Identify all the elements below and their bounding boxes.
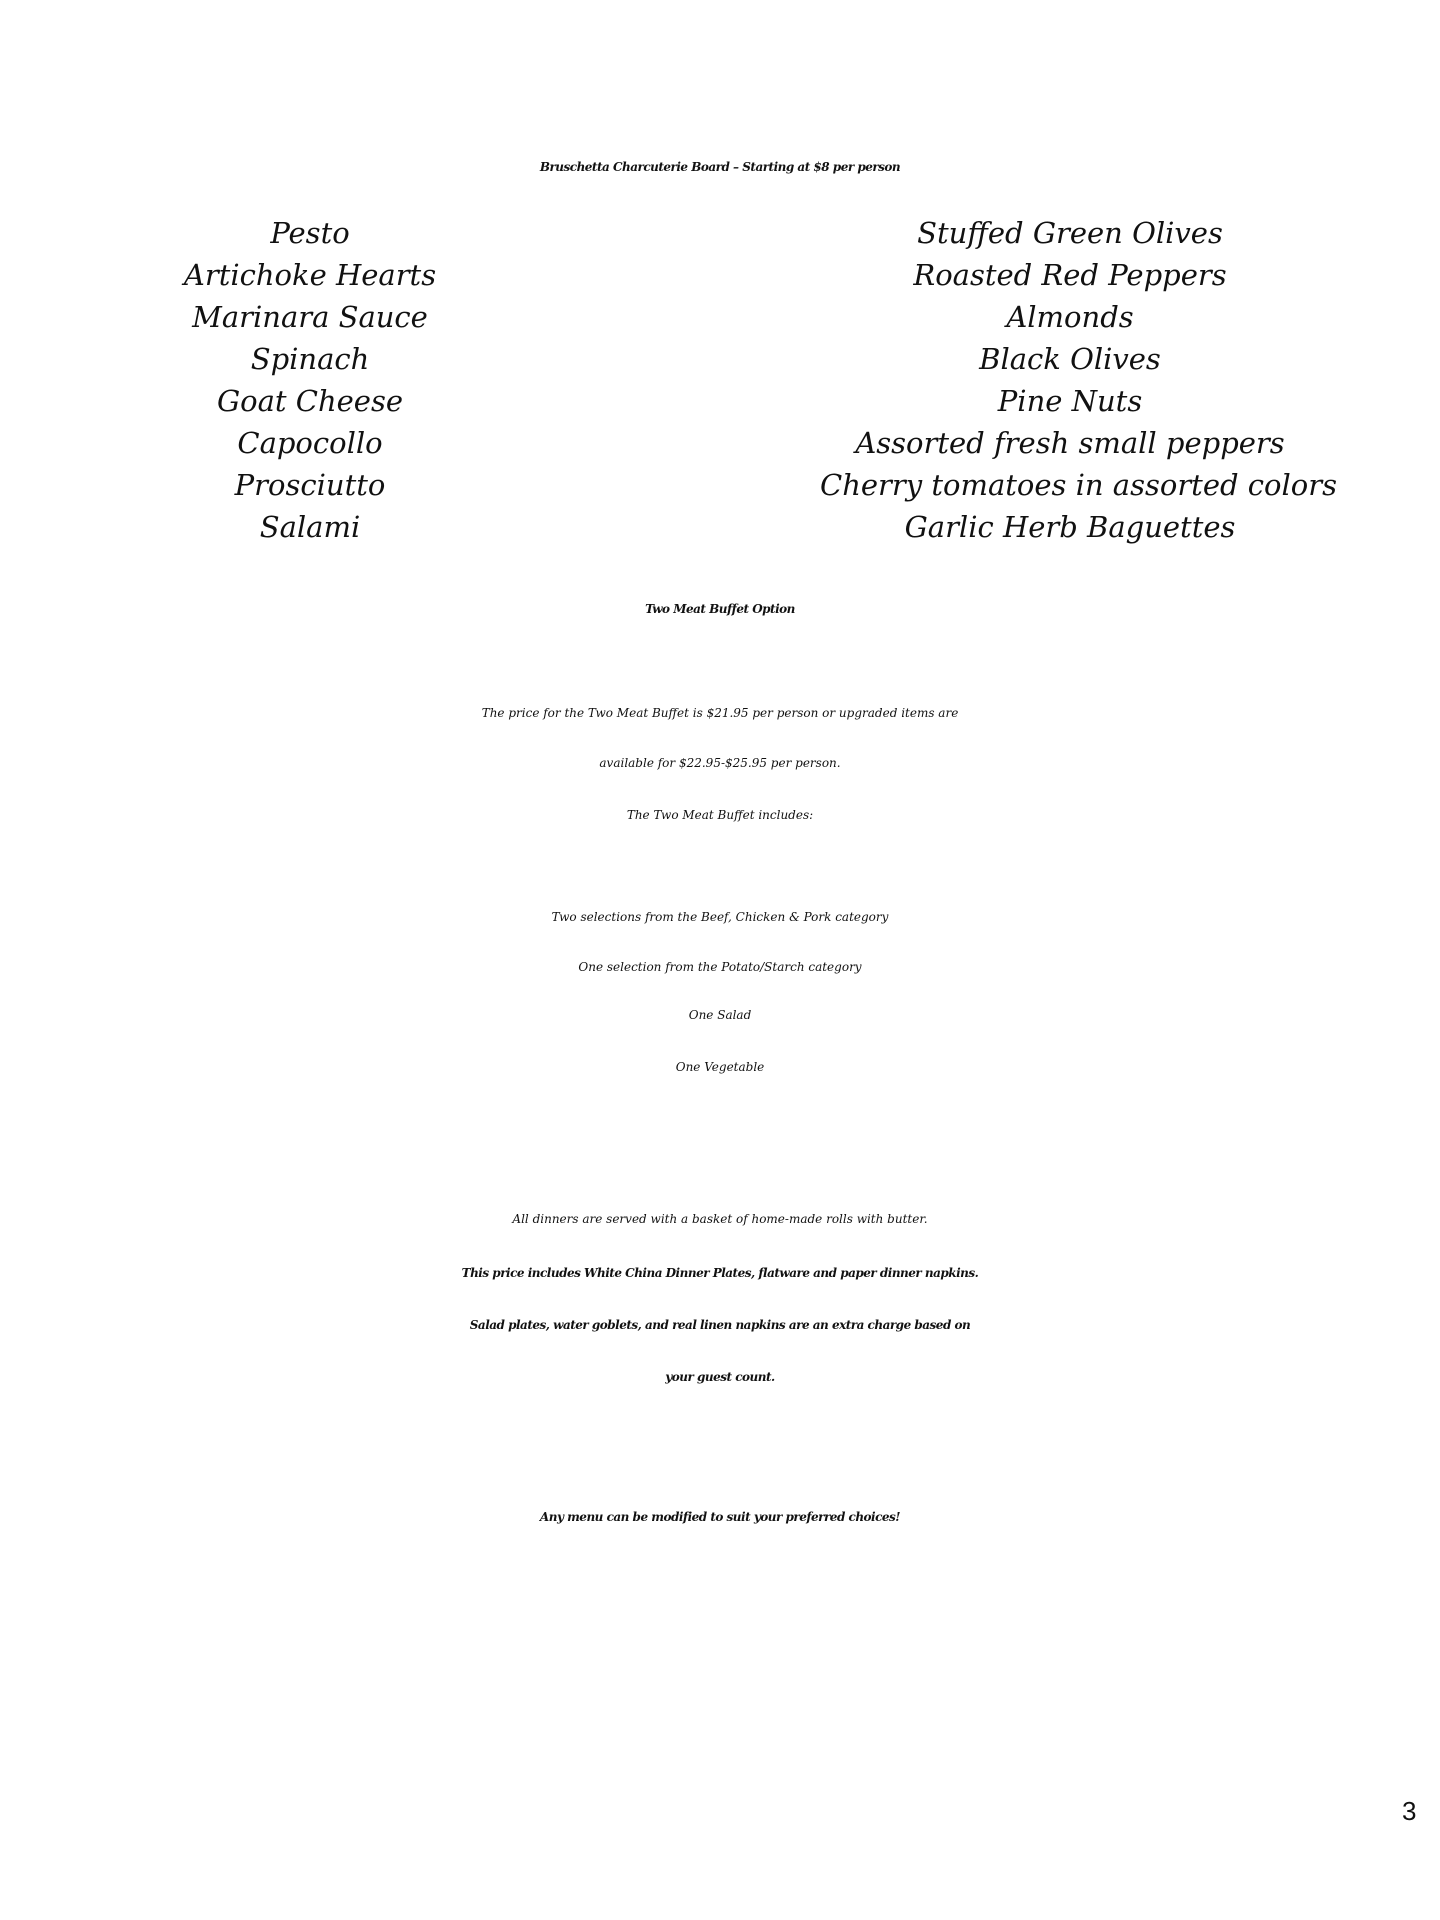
- list-item: Capocollo: [237, 426, 383, 460]
- two-meat-heading: Two Meat Buffet Option: [645, 602, 795, 616]
- list-item: Assorted fresh small peppers: [855, 426, 1285, 460]
- list-item: Almonds: [1006, 300, 1134, 334]
- selection-line: Two selections from the Beef, Chicken & Pork category: [551, 910, 889, 924]
- extra-charge-note-end: your guest count.: [665, 1370, 775, 1384]
- selection-line: One selection from the Potato/Starch category: [578, 960, 862, 974]
- bruschetta-right-list: [820, 212, 1337, 548]
- list-item: Stuffed Green Olives: [917, 216, 1223, 250]
- list-item: Prosciutto: [234, 468, 386, 502]
- list-item: Garlic Herb Baguettes: [904, 510, 1236, 544]
- included-items-note: This price includes White China Dinner Plates, flatware and paper dinner napkins.: [461, 1266, 979, 1280]
- list-item: Pesto: [270, 216, 350, 250]
- list-item: Cherry tomatoes in assorted colors: [820, 468, 1337, 502]
- extra-charge-note: Salad plates, water goblets, and real linen napkins are an extra charge based on: [469, 1318, 971, 1332]
- price-line-1: The price for the Two Meat Buffet is $21.95 per person or upgraded items are: [481, 706, 959, 720]
- selection-line: One Vegetable: [675, 1060, 765, 1074]
- list-item: Roasted Red Peppers: [913, 258, 1227, 292]
- rolls-note: All dinners are served with a basket of home-made rolls with butter.: [512, 1212, 928, 1226]
- list-item: Artichoke Hearts: [183, 258, 437, 292]
- list-item: Goat Cheese: [216, 384, 404, 418]
- selection-line: One Salad: [688, 1008, 752, 1022]
- list-item: Pine Nuts: [997, 384, 1143, 418]
- includes-label: The Two Meat Buffet includes:: [626, 808, 814, 822]
- list-item: Black Olives: [979, 342, 1161, 376]
- bruschetta-left-list: [160, 212, 460, 548]
- bruschetta-heading: Bruschetta Charcuterie Board – Starting at $8 per person: [539, 160, 901, 174]
- page-number: 3: [1402, 1796, 1417, 1826]
- price-line-2: available for $22.95-$25.95 per person.: [599, 756, 841, 770]
- list-item: Salami: [259, 510, 361, 544]
- closing-note: Any menu can be modified to suit your preferred choices!: [539, 1510, 901, 1524]
- list-item: Spinach: [250, 342, 370, 376]
- list-item: Marinara Sauce: [192, 300, 428, 334]
